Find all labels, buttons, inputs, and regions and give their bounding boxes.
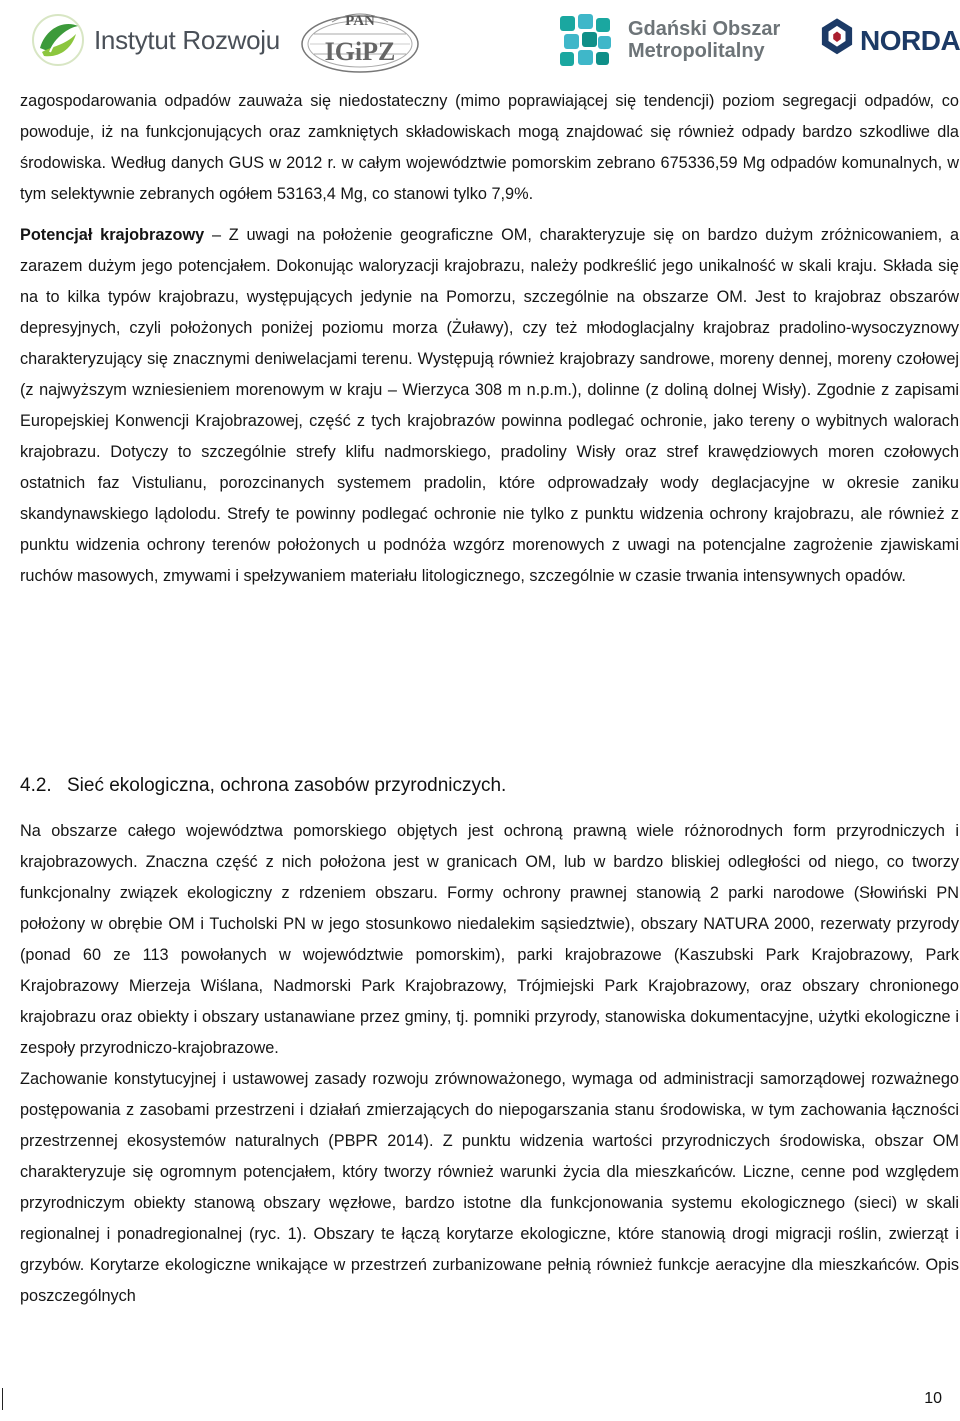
paragraph-protection-forms: Na obszarze całego województwa pomorskiego objętych jest ochroną prawną wiele różnorodnych form przyrodniczych i krajobrazowych. Znaczna część z nich położona jest w granicach OM, lub w bardzo bliskiej odległości od niego, co tworzy funkcjonalny związek ekologiczny z rdzeniem obszaru. Formy ochrony prawnej stanowią 2 parki narodowe (Słowiński PN położony w obrębie OM i Tucholski PN w jego stosunkowo niedalekim sąsiedztwie), obszary NATURA 2000, rezerwaty przyrody (ponad 60 ze 113 powołanych w województwie pomorskim), parki krajobrazowe (Kaszubski Park Krajobrazowy, Park Krajobrazowy Mierzeja Wiślana, Nadmorski Park Krajobrazowy, Trójmiejski Park Krajobrazowy, oraz obszary chronionego krajobrazu oraz obiekty i obszary ustanawiane przez gminy, tj. pomniki przyrody, stanowiska dokumentacyjne, użytki ekologiczne i zespoły przyrodniczo-krajobrazowe.	[20, 822, 959, 1057]
pan-igipz-seal-icon	[300, 8, 420, 74]
paragraph-waste: zagospodarowania odpadów zauważa się niedostateczny (mimo poprawiającej się tendencji) poziom segregacji odpadów, co powoduje, iż na funkcjonujących oraz zamkniętych składowiskach mogą znajdować się również odpady bardzo szkodliwe dla środowiska. Według danych GUS w 2012 r. w całym województwie pomorskim zebrano 675336,59 Mg odpadów komunalnych, w tym selektywnie zebranych ogółem 53163,4 Mg, co stanowi tylko 7,9%.	[20, 92, 959, 203]
paragraph-landscape	[20, 220, 959, 592]
pan-igipz-logo	[300, 8, 420, 74]
section-body	[20, 816, 959, 1312]
igipz-text: IGiPZ	[324, 37, 396, 66]
landscape-text: – Z uwagi na położenie geograficzne OM, charakteryzuje się on bardzo dużym zróżnicowaniem, a zarazem dużym jego potencjałem. Dokonując waloryzacji krajobrazu, należy podkreślić jego unikalność w skali kraju. Składa się na to kilka typów krajobrazu, występujących jedynie na Pomorzu, szczególnie na obszarze OM. Jest to krajobraz obszarów depresyjnych, czyli położonych poniżej poziomu morza (Żuławy), czy też młodoglacjalny krajobraz pradolino-wysoczyznowy charakteryzujący się znacznymi deniwelacjami terenu. Występują również krajobrazy sandrowe, moreny dennej, moreny czołowej (z najwyższym wzniesieniem morenowym w kraju – Wierzyca 308 m n.p.m.), dolinne (z doliną dolnej Wisły). Zgodnie z zapisami Europejskiej Konwencji Krajobrazowej, część z tych krajobrazów powinna podlegać ochronie, jako tereny o wybitnych walorach krajobrazu. Dotyczy to szczególnie strefy klifu nadmorskiego, pradoliny Wisły oraz stref krawędziowych moren czołowych ostatnich faz Vistulianu, porozcinanych systemem pradolin, które odprowadzały wody deglacjacyjne w okresie zaniku skandynawskiego lądolodu. Strefy te powinny podlegać ochronie nie tylko z punktu widzenia ochrony krajobrazu, ale również z punktu widzenia ochrony terenów położonych u podnóża wzgórz morenowych z uwagi na potencjalne zagrożenie zjawiskami ruchów masowych, zmywami i spełzywaniem materiału litologicznego, szczególnie w czasie trwania intensywnych opadów.	[20, 226, 959, 585]
gom-text-line1: Gdański Obszar	[628, 18, 781, 40]
section-number: 4.2.	[20, 775, 52, 796]
body-text	[20, 86, 959, 592]
norda-text: NORDA	[860, 25, 960, 56]
instytut-rozwoju-icon	[30, 12, 86, 68]
instytut-rozwoju-text: Instytut Rozwoju	[94, 24, 280, 55]
page-number: 10	[924, 1390, 942, 1407]
footer-margin-mark	[2, 1388, 3, 1410]
norda-text-group	[860, 25, 960, 57]
paragraph-sustainability: Zachowanie konstytucyjnej i ustawowej zasady rozwoju zrównoważonego, wymaga od administracji samorządowej rozważnego postępowania z zasobami przestrzeni i działań zmierzających do niepogarszania stanu środowiska, w tym zachowania łączności przestrzennej ekosystemów naturalnych (PBPR 2014). Z punktu widzenia wartości przyrodniczych środowiska, obszar OM charakteryzuje się ogromnym potencjałem, który tworzy również warunki życia dla mieszkańców. Liczne, cenne pod względem przyrodniczym obiekty stanową obszary węzłowe, bardzo istotne dla funkcjonowania systemu ekologicznego (sieci) w skali regionalnej i ponadregionalnej (ryc. 1). Obszary te łączą korytarze ekologiczne, które stanowią drogi migracji roślin, zwierząt i grzybów. Korytarze ekologiczne wnikające w przestrzeń zurbanizowane pełnią również funkcje aeracyjne dla mieszkańców. Opis poszczególnych	[20, 1070, 959, 1305]
gom-text-line2: Metropolitalny	[628, 40, 765, 62]
section-title: Sieć ekologiczna, ochrona zasobów przyrodniczych.	[67, 775, 507, 796]
landscape-lead: Potencjał krajobrazowy	[20, 226, 205, 244]
norda-icon	[820, 16, 854, 66]
pan-text: PAN	[345, 13, 375, 29]
instytut-rozwoju-logo	[30, 12, 280, 68]
gom-logo	[556, 10, 780, 70]
section-heading	[20, 768, 920, 804]
gom-puzzle-icon	[556, 10, 616, 70]
norda-logo	[820, 8, 960, 74]
header-logos	[0, 0, 960, 80]
gom-text	[628, 18, 780, 62]
